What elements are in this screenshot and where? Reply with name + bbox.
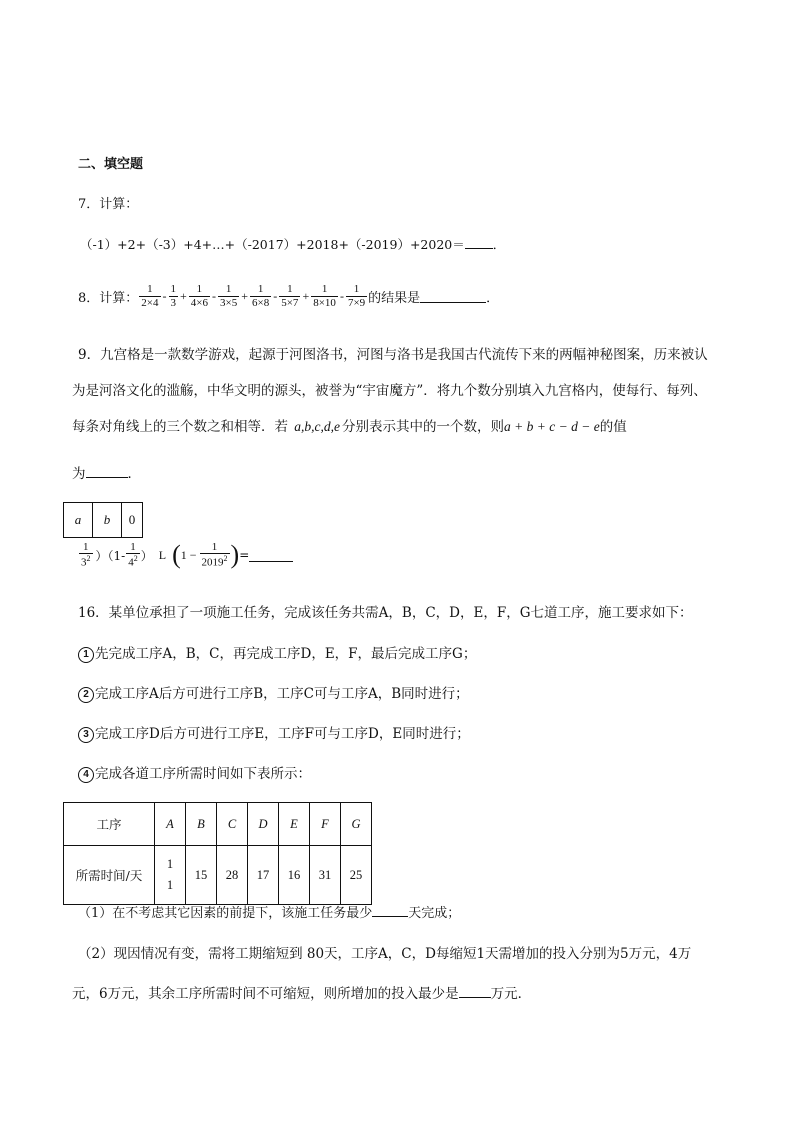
fragment-paren-open: ( bbox=[172, 540, 181, 569]
q8-fraction-3: $\frac{1}{4\times 6}$ bbox=[190, 283, 208, 309]
section-title: 二、填空题 bbox=[78, 156, 144, 171]
fragment-fraction-3: $\frac{1}{2019^2}$ bbox=[201, 540, 228, 569]
q8-fraction-2: $\frac{1}{3}$ bbox=[170, 283, 176, 309]
q9-line-3-text-a: 每条对角线上的三个数之和相等．若 bbox=[72, 419, 288, 435]
q16-intro: 16．某单位承担了一项施工任务，完成该任务共需A，B，C，D，E，F，G七道工序，施工要求如下： bbox=[78, 605, 693, 621]
process-time-table bbox=[63, 802, 372, 905]
q8-fraction-8: $\frac{1}{7\times 9}$ bbox=[347, 283, 366, 309]
fragment-fraction-1: $\frac{1}{3^2}$ bbox=[81, 540, 91, 569]
q7-answer-blank bbox=[465, 236, 493, 249]
grid-cell-b: b bbox=[93, 503, 122, 538]
table-cell-a: 1 1 bbox=[155, 846, 186, 905]
q16-sub-2-text-a: 元，6万元，其余工序所需时间不可缩短，则所增加的投入最少是 bbox=[72, 986, 459, 1002]
q8-suffix: 的结果是 bbox=[368, 290, 421, 306]
q8-operator-3: - bbox=[212, 288, 216, 303]
fragment-paren-close: ) bbox=[230, 540, 240, 569]
grid-cell-0: 0 bbox=[122, 503, 143, 538]
table-cell-d: 17 bbox=[248, 846, 279, 905]
table-header-g: G bbox=[341, 803, 372, 846]
q16-item-3-text: 完成工序D后方可进行工序E，工序F可与工序D，E同时进行； bbox=[95, 726, 470, 742]
q16-sub-2-line-2 bbox=[72, 982, 531, 1002]
q8-fraction-5: $\frac{1}{6\times 8}$ bbox=[252, 283, 270, 309]
q9-line-3 bbox=[72, 415, 627, 435]
q7-end: ． bbox=[492, 237, 506, 252]
q16-sub-2-blank bbox=[459, 985, 491, 998]
q7-label: 7．计算： bbox=[78, 197, 139, 212]
table-header-process: 工序 bbox=[64, 803, 155, 846]
q8-operator-6: + bbox=[302, 288, 310, 303]
circled-number-2-icon: 2 bbox=[78, 687, 94, 703]
circled-number-1-icon: 1 bbox=[78, 647, 94, 663]
q16-item-2 bbox=[78, 682, 469, 703]
table-cell-e: 16 bbox=[279, 846, 310, 905]
table-cell-b: 15 bbox=[186, 846, 217, 905]
q16-sub-2-line-1: （2）现因情况有变，需将工期缩短到 80天，工序A，C，D每缩短1天需增加的投入分别为5万元，4万 bbox=[78, 946, 692, 962]
fragment-one-minus: 1 − bbox=[180, 547, 197, 562]
q8-operator-1: - bbox=[162, 288, 167, 303]
table-header-d: D bbox=[248, 803, 279, 846]
q9-line-3-text-c: 的值 bbox=[599, 419, 627, 435]
q16-sub-2-text-b: 万元． bbox=[490, 986, 532, 1002]
table-header-b: B bbox=[186, 803, 217, 846]
q8-line bbox=[78, 283, 499, 309]
table-row bbox=[64, 846, 372, 905]
q8-fraction-4: $\frac{1}{3\times 5}$ bbox=[220, 283, 238, 309]
table-header-a: A bbox=[155, 803, 186, 846]
q16-sub-1-text-b: 天完成； bbox=[408, 906, 461, 921]
circled-number-4-icon: 4 bbox=[78, 767, 94, 783]
table-cell-c: 28 bbox=[217, 846, 248, 905]
q9-line-2: 为是河洛文化的滥觞，中华文明的源头，被誉为“宇宙魔方”．将九个数分别填入九宫格内，使每行、每列、 bbox=[72, 383, 707, 399]
fragment-equals: = bbox=[239, 548, 250, 562]
q16-sub-1 bbox=[78, 902, 460, 921]
q8-operator-5: - bbox=[273, 288, 278, 303]
table-header-e: E bbox=[279, 803, 310, 846]
q16-item-1-text: 先完成工序A，B，C，再完成工序D，E，F，最后完成工序G； bbox=[95, 646, 477, 662]
q8-fraction-7: $\frac{1}{8\times 10}$ bbox=[313, 283, 336, 309]
table-header-f: F bbox=[310, 803, 341, 846]
table-row-header-time: 所需时间/天 bbox=[64, 846, 155, 905]
q16-item-3 bbox=[78, 722, 470, 743]
q9-variables: a,b,c,d,e bbox=[294, 419, 341, 434]
q16-item-2-text: 完成工序A后方可进行工序B，工序C可与工序A，B同时进行； bbox=[95, 686, 469, 702]
q9-end: ． bbox=[127, 466, 141, 482]
product-fragment bbox=[78, 540, 293, 570]
table-cell-g: 25 bbox=[341, 846, 372, 905]
q7-expression: （-1）+2+（-3）+4+…+（-2017）+2018+（-2019）+2020＝ bbox=[80, 237, 465, 252]
q9-line-1: 9．九宫格是一款数学游戏，起源于河图洛书，河图与洛书是我国古代流传下来的两幅神秘图案，历来被认 bbox=[78, 347, 708, 363]
circled-number-3-icon: 3 bbox=[78, 727, 94, 743]
q16-item-1 bbox=[78, 642, 476, 663]
q16-sub-1-blank bbox=[372, 904, 408, 917]
q8-fraction-6: $\frac{1}{5\times 7}$ bbox=[281, 283, 299, 309]
table-header-row bbox=[64, 803, 372, 846]
q9-line-4 bbox=[72, 462, 141, 482]
fragment-mid-close: ） bbox=[140, 548, 153, 563]
fragment-fraction-2: $\frac{1}{4^2}$ bbox=[128, 540, 138, 569]
q8-operator-4: + bbox=[241, 288, 248, 303]
q8-label: 8．计算： bbox=[78, 290, 139, 306]
table-header-c: C bbox=[217, 803, 248, 846]
q9-formula: a + b + c − d − e bbox=[504, 419, 600, 434]
magic-square-grid bbox=[63, 502, 143, 538]
q16-item-4-text: 完成各道工序所需时间如下表所示： bbox=[95, 766, 311, 782]
q16-sub-1-text-a: （1）在不考虑其它因素的前提下，该施工任务最少 bbox=[78, 906, 373, 921]
q9-line-4-text: 为 bbox=[72, 466, 86, 482]
q16-item-4 bbox=[78, 762, 311, 783]
q8-fraction-1: $\frac{1}{2\times 4}$ bbox=[141, 283, 159, 309]
fragment-answer-blank bbox=[249, 549, 293, 562]
fragment-mid-open: ）（1- bbox=[95, 548, 126, 563]
q9-line-3-text-b: 分别表示其中的一个数，则 bbox=[342, 419, 505, 435]
q8-operator-7: - bbox=[339, 288, 344, 303]
q8-end: ． bbox=[486, 290, 500, 306]
q7-line bbox=[80, 235, 505, 253]
q8-operator-2: + bbox=[180, 288, 187, 303]
fragment-ellipsis: L bbox=[158, 547, 167, 562]
grid-cell-a: a bbox=[64, 503, 93, 538]
q9-answer-blank bbox=[86, 465, 128, 478]
table-cell-f: 31 bbox=[310, 846, 341, 905]
q8-answer-blank bbox=[420, 290, 486, 303]
